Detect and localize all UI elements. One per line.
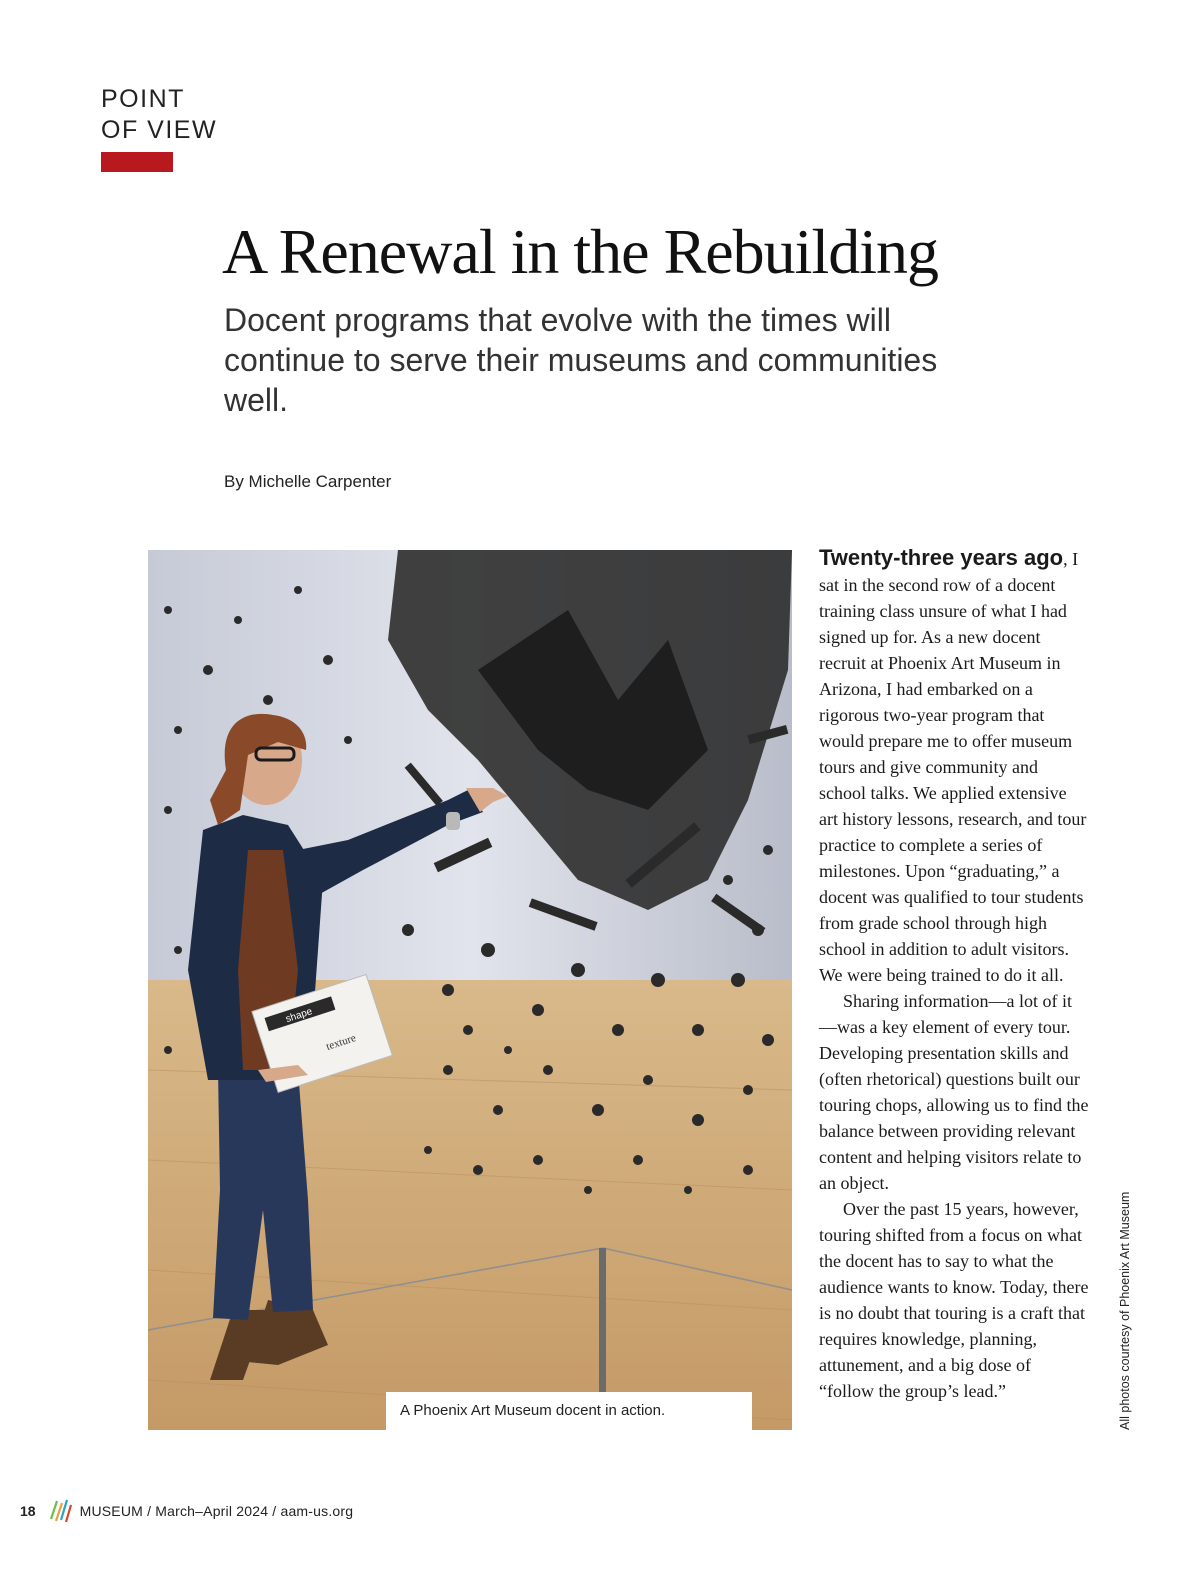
photo-caption: A Phoenix Art Museum docent in action. bbox=[386, 1392, 752, 1430]
paragraph-3: Over the past 15 years, however, touring shifted from a focus on what the docent has to say to what the audience wants to know. Today, there is no doubt that touring is a craft that requires knowledge, planning, attunement, and a big dose of “follow the group’s lead.” bbox=[819, 1199, 1089, 1401]
section-label bbox=[101, 84, 217, 146]
footer bbox=[20, 1497, 353, 1525]
section-accent-bar bbox=[101, 152, 173, 172]
photo-illustration bbox=[148, 550, 792, 1430]
article-body bbox=[819, 545, 1089, 1404]
feature-photo bbox=[148, 550, 792, 1430]
photo-credit: All photos courtesy of Phoenix Art Museum bbox=[1118, 1191, 1132, 1430]
byline: By Michelle Carpenter bbox=[224, 472, 392, 491]
museum-stripes-logo-icon bbox=[48, 1497, 72, 1526]
paragraph-1-text: , I sat in the second row of a docent training class unsure of what I had signed up for. As a new docent recruit at Phoenix Art Museum in Arizona, I had embarked on a rigorous two-year program that would prepare me to offer museum tours and give community and school talks. We applied extensive art history lessons, research, and tour practice to complete a series of milestones. Upon “graduating,” a docent was qualified to tour students from grade school through high school in addition to adult visitors. We were being trained to do it all. bbox=[819, 549, 1087, 985]
paragraph-1 bbox=[819, 545, 1089, 988]
clipboard-text-texture: texture bbox=[324, 1032, 358, 1053]
lead-in: Twenty-three years ago bbox=[819, 545, 1064, 570]
page-number: 18 bbox=[20, 1503, 36, 1519]
barrier-post bbox=[599, 1248, 606, 1408]
section-label-line1: POINT bbox=[101, 85, 185, 113]
paragraph-2: Sharing information—a lot of it—was a key element of every tour. Developing presentation skills and (often rhetorical) questions built our touring chops, allowing us to find the balance between providing relevant content and helping visitors relate to an object. bbox=[819, 991, 1089, 1193]
subhead: Docent programs that evolve with the times will continue to serve their museums and communities well. bbox=[224, 302, 938, 418]
section-label-line2: OF VIEW bbox=[101, 116, 218, 144]
headline: A Renewal in the Rebuilding bbox=[222, 216, 938, 287]
footer-text: MUSEUM / March–April 2024 / aam-us.org bbox=[79, 1503, 354, 1519]
clipboard-text-shape: shape bbox=[284, 1006, 314, 1026]
